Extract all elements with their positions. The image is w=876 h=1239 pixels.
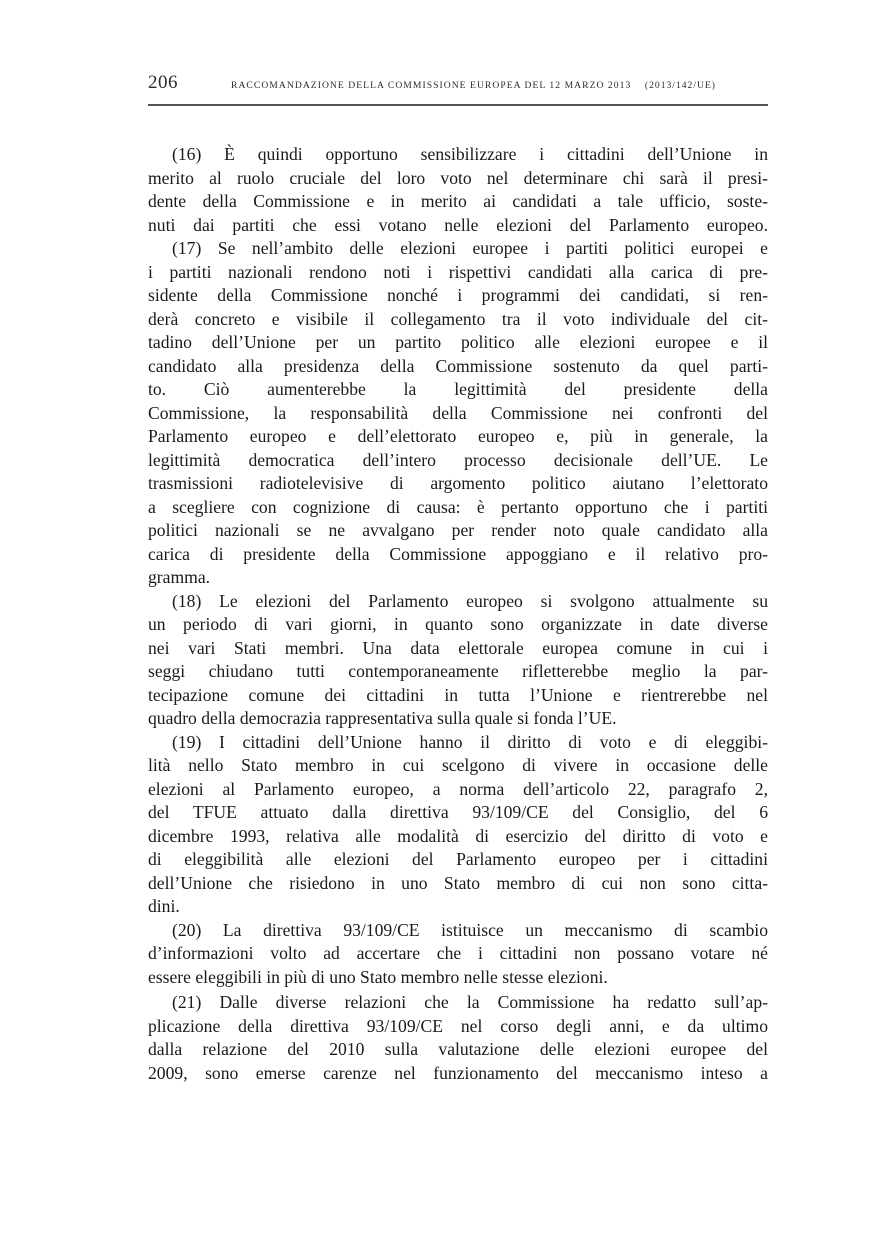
text-line: politici nazionali se ne avvalgano per render noto quale candidato alla: [148, 520, 768, 540]
page-number: 206: [148, 72, 178, 93]
text-line: carica di presidente della Commissione appoggiano e il relativo pro-: [148, 543, 768, 564]
text-line: trasmissioni radiotelevisive di argomento politico aiutano l’elettorato: [148, 473, 768, 493]
text-line: tadino dell’Unione per un partito politico alle elezioni europee e il: [148, 332, 768, 352]
text-line: a scegliere con cognizione di causa: è pertanto opportuno che i partiti: [148, 496, 768, 517]
text-line: Parlamento europeo e dell’elettorato europeo e, più in generale, la: [148, 426, 768, 446]
text-line: del TFUE attuato dalla direttiva 93/109/CE del Consiglio, del 6: [148, 802, 768, 822]
text-line: (21) Dalle diverse relazioni che la Commissione ha redatto sull’ap-: [172, 992, 768, 1012]
paragraph-21: [148, 991, 768, 1085]
text-line: Commissione, la responsabilità della Commissione nei confronti del: [148, 402, 768, 423]
text-line: sidente della Commissione nonché i programmi dei candidati, si ren-: [148, 285, 768, 305]
text-line: 2009, sono emerse carenze nel funzionamento del meccanismo inteso a: [148, 1062, 768, 1083]
text-line: derà concreto e visibile il collegamento tra il voto individuale del cit-: [148, 308, 768, 329]
text-line: dini.: [148, 896, 180, 916]
text-line: (19) I cittadini dell’Unione hanno il diritto di voto e di eleggibi-: [172, 731, 768, 752]
text-line: seggi chiudano tutti contemporaneamente rifletterebbe meglio la par-: [148, 661, 768, 681]
running-head: [148, 70, 768, 100]
text-line: nuti dai partiti che essi votano nelle elezioni del Parlamento europeo.: [148, 214, 768, 235]
text-line: (18) Le elezioni del Parlamento europeo si svolgono attualmente su: [172, 590, 768, 611]
running-reference: (2013/142/UE): [644, 80, 716, 91]
text-line: dicembre 1993, relativa alle modalità di esercizio del diritto di voto e: [148, 825, 768, 846]
text-line: nei vari Stati membri. Una data elettorale europea comune in cui i: [148, 637, 768, 658]
paragraph-18: [148, 590, 768, 731]
text-line: i partiti nazionali rendono noti i rispettivi candidati alla carica di pre-: [148, 261, 768, 282]
text-line: di eleggibilità alle elezioni del Parlamento europeo per i cittadini: [148, 849, 768, 869]
text-line: plicazione della direttiva 93/109/CE nel corso degli anni, e da ultimo: [148, 1015, 768, 1036]
text-line: dalla relazione del 2010 sulla valutazione delle elezioni europee del: [148, 1039, 768, 1059]
running-title: RACCOMANDAZIONE DELLA COMMISSIONE EUROPEA DEL 12 MARZO 2013: [231, 80, 632, 91]
paragraph-17: [148, 237, 768, 590]
text-line: candidato alla presidenza della Commissione sostenuto da quel parti-: [148, 355, 768, 376]
text-line: lità nello Stato membro in cui scelgono di vivere in occasione delle: [148, 755, 768, 775]
paragraph-16: [148, 143, 768, 237]
text-line: un periodo di vari giorni, in quanto sono organizzate in date diverse: [148, 614, 768, 634]
text-line: merito al ruolo cruciale del loro voto nel determinare chi sarà il presi-: [148, 167, 768, 188]
header-rule: [148, 104, 768, 106]
text-line: dente della Commissione e in merito ai candidati a tale ufficio, soste-: [148, 191, 768, 211]
paragraph-19: [148, 731, 768, 919]
text-line: d’informazioni volto ad accertare che i cittadini non possano votare né: [148, 943, 768, 963]
text-line: elezioni al Parlamento europeo, a norma dell’articolo 22, paragrafo 2,: [148, 778, 768, 799]
text-line: to. Ciò aumenterebbe la legittimità del presidente della: [148, 379, 768, 399]
text-line: gramma.: [148, 567, 211, 587]
paragraph-20: [148, 919, 768, 990]
text-line: legittimità democratica dell’intero processo decisionale dell’UE. Le: [148, 449, 768, 470]
text-line: (17) Se nell’ambito delle elezioni europee i partiti politici europei e: [172, 238, 768, 258]
body-text: [148, 143, 768, 1085]
text-line: quadro della democrazia rappresentativa sulla quale si fonda l’UE.: [148, 708, 617, 728]
text-line: (16) È quindi opportuno sensibilizzare i cittadini dell’Unione in: [172, 144, 768, 164]
text-line: tecipazione comune dei cittadini in tutta l’Unione e rientrerebbe nel: [148, 684, 768, 705]
text-line: dell’Unione che risiedono in uno Stato membro di cui non sono citta-: [148, 872, 768, 893]
text-line: essere eleggibili in più di uno Stato membro nelle stesse elezioni.: [148, 966, 608, 987]
text-line: (20) La direttiva 93/109/CE istituisce un meccanismo di scambio: [172, 919, 768, 940]
